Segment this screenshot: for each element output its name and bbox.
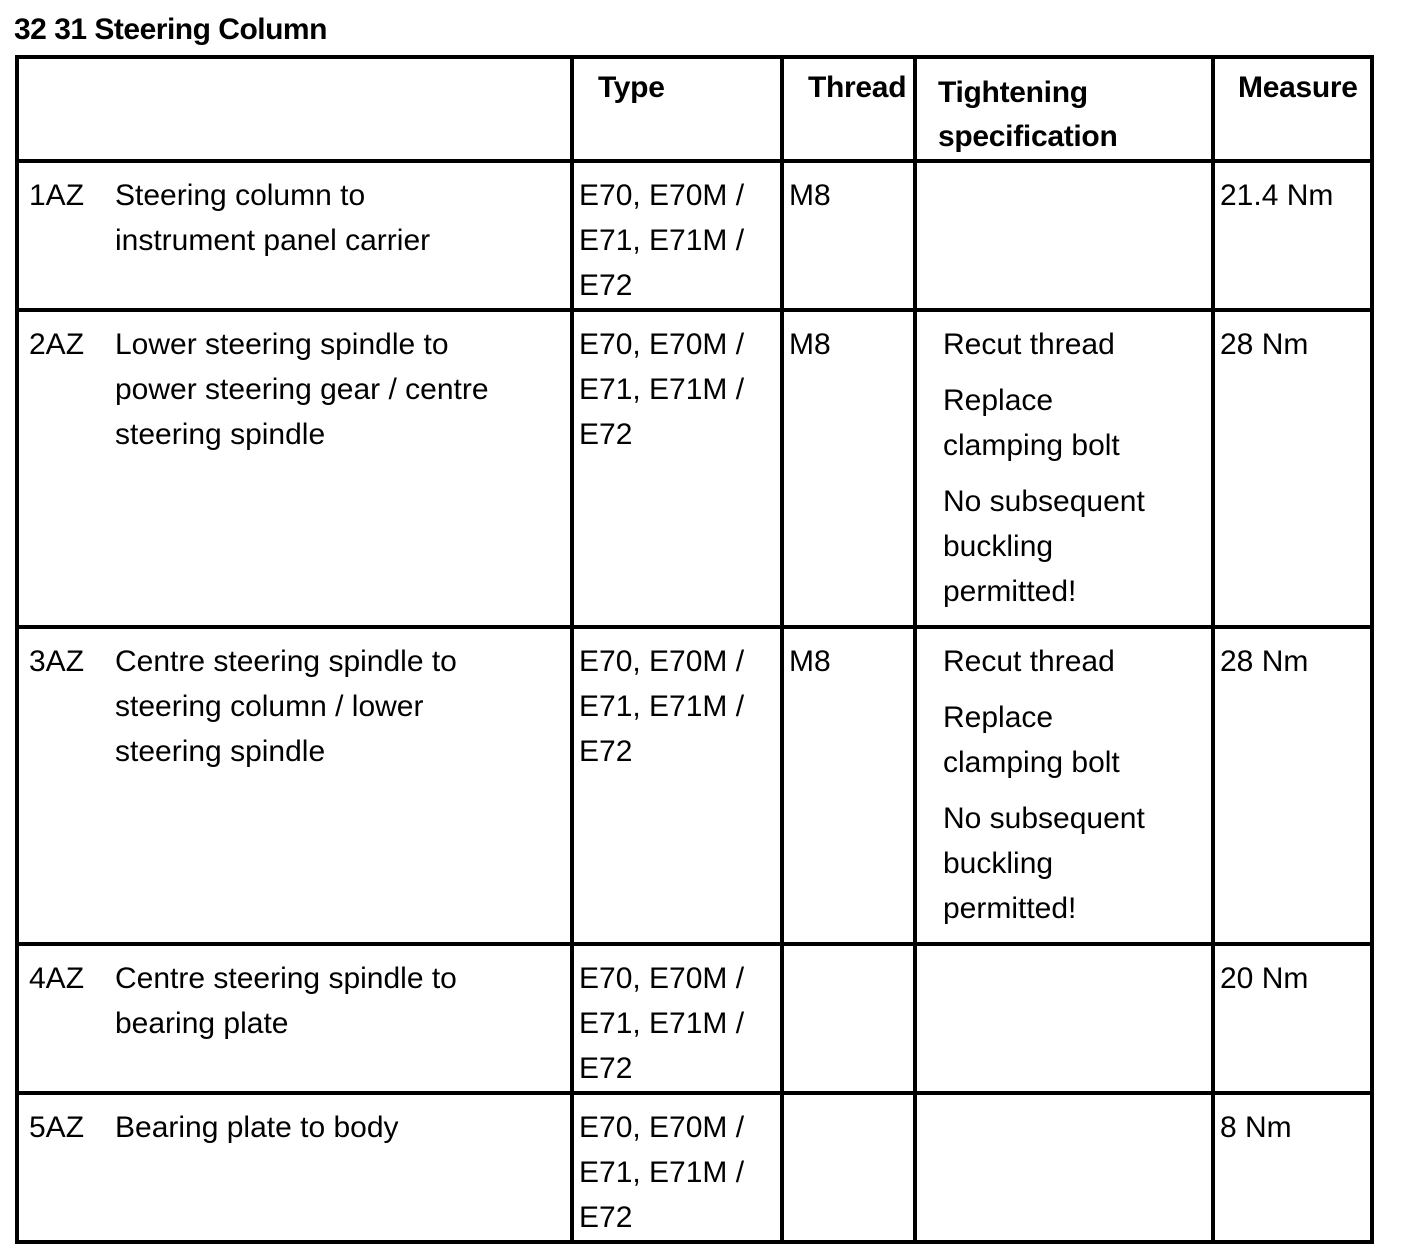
table-row [17,627,1372,944]
table-row [17,1093,1372,1242]
table-row [17,944,1372,1093]
description-line: bearing plate [115,1007,289,1040]
description-line: Lower steering spindle to [115,328,449,361]
spec-line: Replace [943,384,1054,417]
item-description [115,956,570,1046]
description-cell [17,1093,572,1242]
spec-line: Recut thread [943,645,1115,678]
item-description [115,1105,570,1150]
spec-line: No subsequent [943,485,1145,518]
description-line: Centre steering spindle to [115,645,457,678]
item-description [115,173,570,263]
measure-cell: 20 Nm [1213,944,1372,1093]
type-line: E70, E70M / [579,328,745,361]
type-cell [572,627,782,944]
thread-cell: M8 [782,310,915,627]
page-title: 32 31 Steering Column [14,13,327,46]
tightening-spec-cell [915,627,1213,944]
description-cell [17,310,572,627]
spec-line: permitted! [943,892,1077,925]
header-description [17,57,572,161]
spec-paragraph [943,796,1211,931]
type-line: E71, E71M / [579,373,745,406]
description-cell [17,627,572,944]
spec-paragraph [943,695,1211,785]
type-line: E71, E71M / [579,1007,745,1040]
type-cell [572,161,782,310]
item-description [115,322,570,457]
header-measure: Measure [1213,57,1372,161]
tightening-spec-cell [915,1093,1213,1242]
item-code: 1AZ [29,179,85,212]
table-row [17,310,1372,627]
thread-cell [782,1093,915,1242]
type-line: E72 [579,418,633,451]
item-code: 5AZ [29,1111,85,1144]
spec-line: clamping bolt [943,429,1120,462]
tightening-spec-cell [915,161,1213,310]
spec-paragraph [943,479,1211,614]
description-line: steering column / lower [115,690,424,723]
description-cell [17,161,572,310]
item-code: 3AZ [29,645,85,678]
header-thread: Thread [782,57,915,161]
item-description [115,639,570,774]
measure-cell: 21.4 Nm [1213,161,1372,310]
spec-line: No subsequent [943,802,1145,835]
header-spec-line2: specification [938,120,1118,153]
tightening-spec-cell [915,944,1213,1093]
item-code: 2AZ [29,328,85,361]
tightening-spec-cell [915,310,1213,627]
spec-line: Recut thread [943,328,1115,361]
description-line: Steering column to [115,179,366,212]
description-line: steering spindle [115,418,326,451]
type-line: E72 [579,735,633,768]
spec-paragraph [943,378,1211,468]
spec-line: Replace [943,701,1054,734]
measure-cell: 28 Nm [1213,627,1372,944]
table-header-row [17,57,1372,161]
type-line: E70, E70M / [579,962,745,995]
spec-paragraph [943,322,1211,367]
description-line: steering spindle [115,735,326,768]
header-spec-line1: Tightening [938,76,1088,109]
type-line: E70, E70M / [579,1111,745,1144]
item-code: 4AZ [29,962,85,995]
torque-spec-table [15,55,1374,1244]
type-line: E71, E71M / [579,690,745,723]
spec-line: clamping bolt [943,746,1120,779]
measure-cell: 8 Nm [1213,1093,1372,1242]
type-line: E72 [579,269,633,302]
type-line: E72 [579,1201,633,1234]
spec-line: permitted! [943,575,1077,608]
description-line: power steering gear / centre [115,373,489,406]
type-cell [572,1093,782,1242]
type-cell [572,944,782,1093]
type-cell [572,310,782,627]
header-type: Type [572,57,782,161]
description-cell [17,944,572,1093]
type-line: E71, E71M / [579,1156,745,1189]
measure-cell: 28 Nm [1213,310,1372,627]
thread-cell: M8 [782,627,915,944]
description-line: Centre steering spindle to [115,962,457,995]
description-line: Bearing plate to body [115,1111,399,1144]
thread-cell [782,944,915,1093]
spec-line: buckling [943,847,1054,880]
spec-paragraph [943,639,1211,684]
spec-line: buckling [943,530,1054,563]
type-line: E71, E71M / [579,224,745,257]
table-row [17,161,1372,310]
description-line: instrument panel carrier [115,224,431,257]
type-line: E70, E70M / [579,645,745,678]
thread-cell: M8 [782,161,915,310]
type-line: E70, E70M / [579,179,745,212]
type-line: E72 [579,1052,633,1085]
header-tightening-specification [915,57,1213,161]
